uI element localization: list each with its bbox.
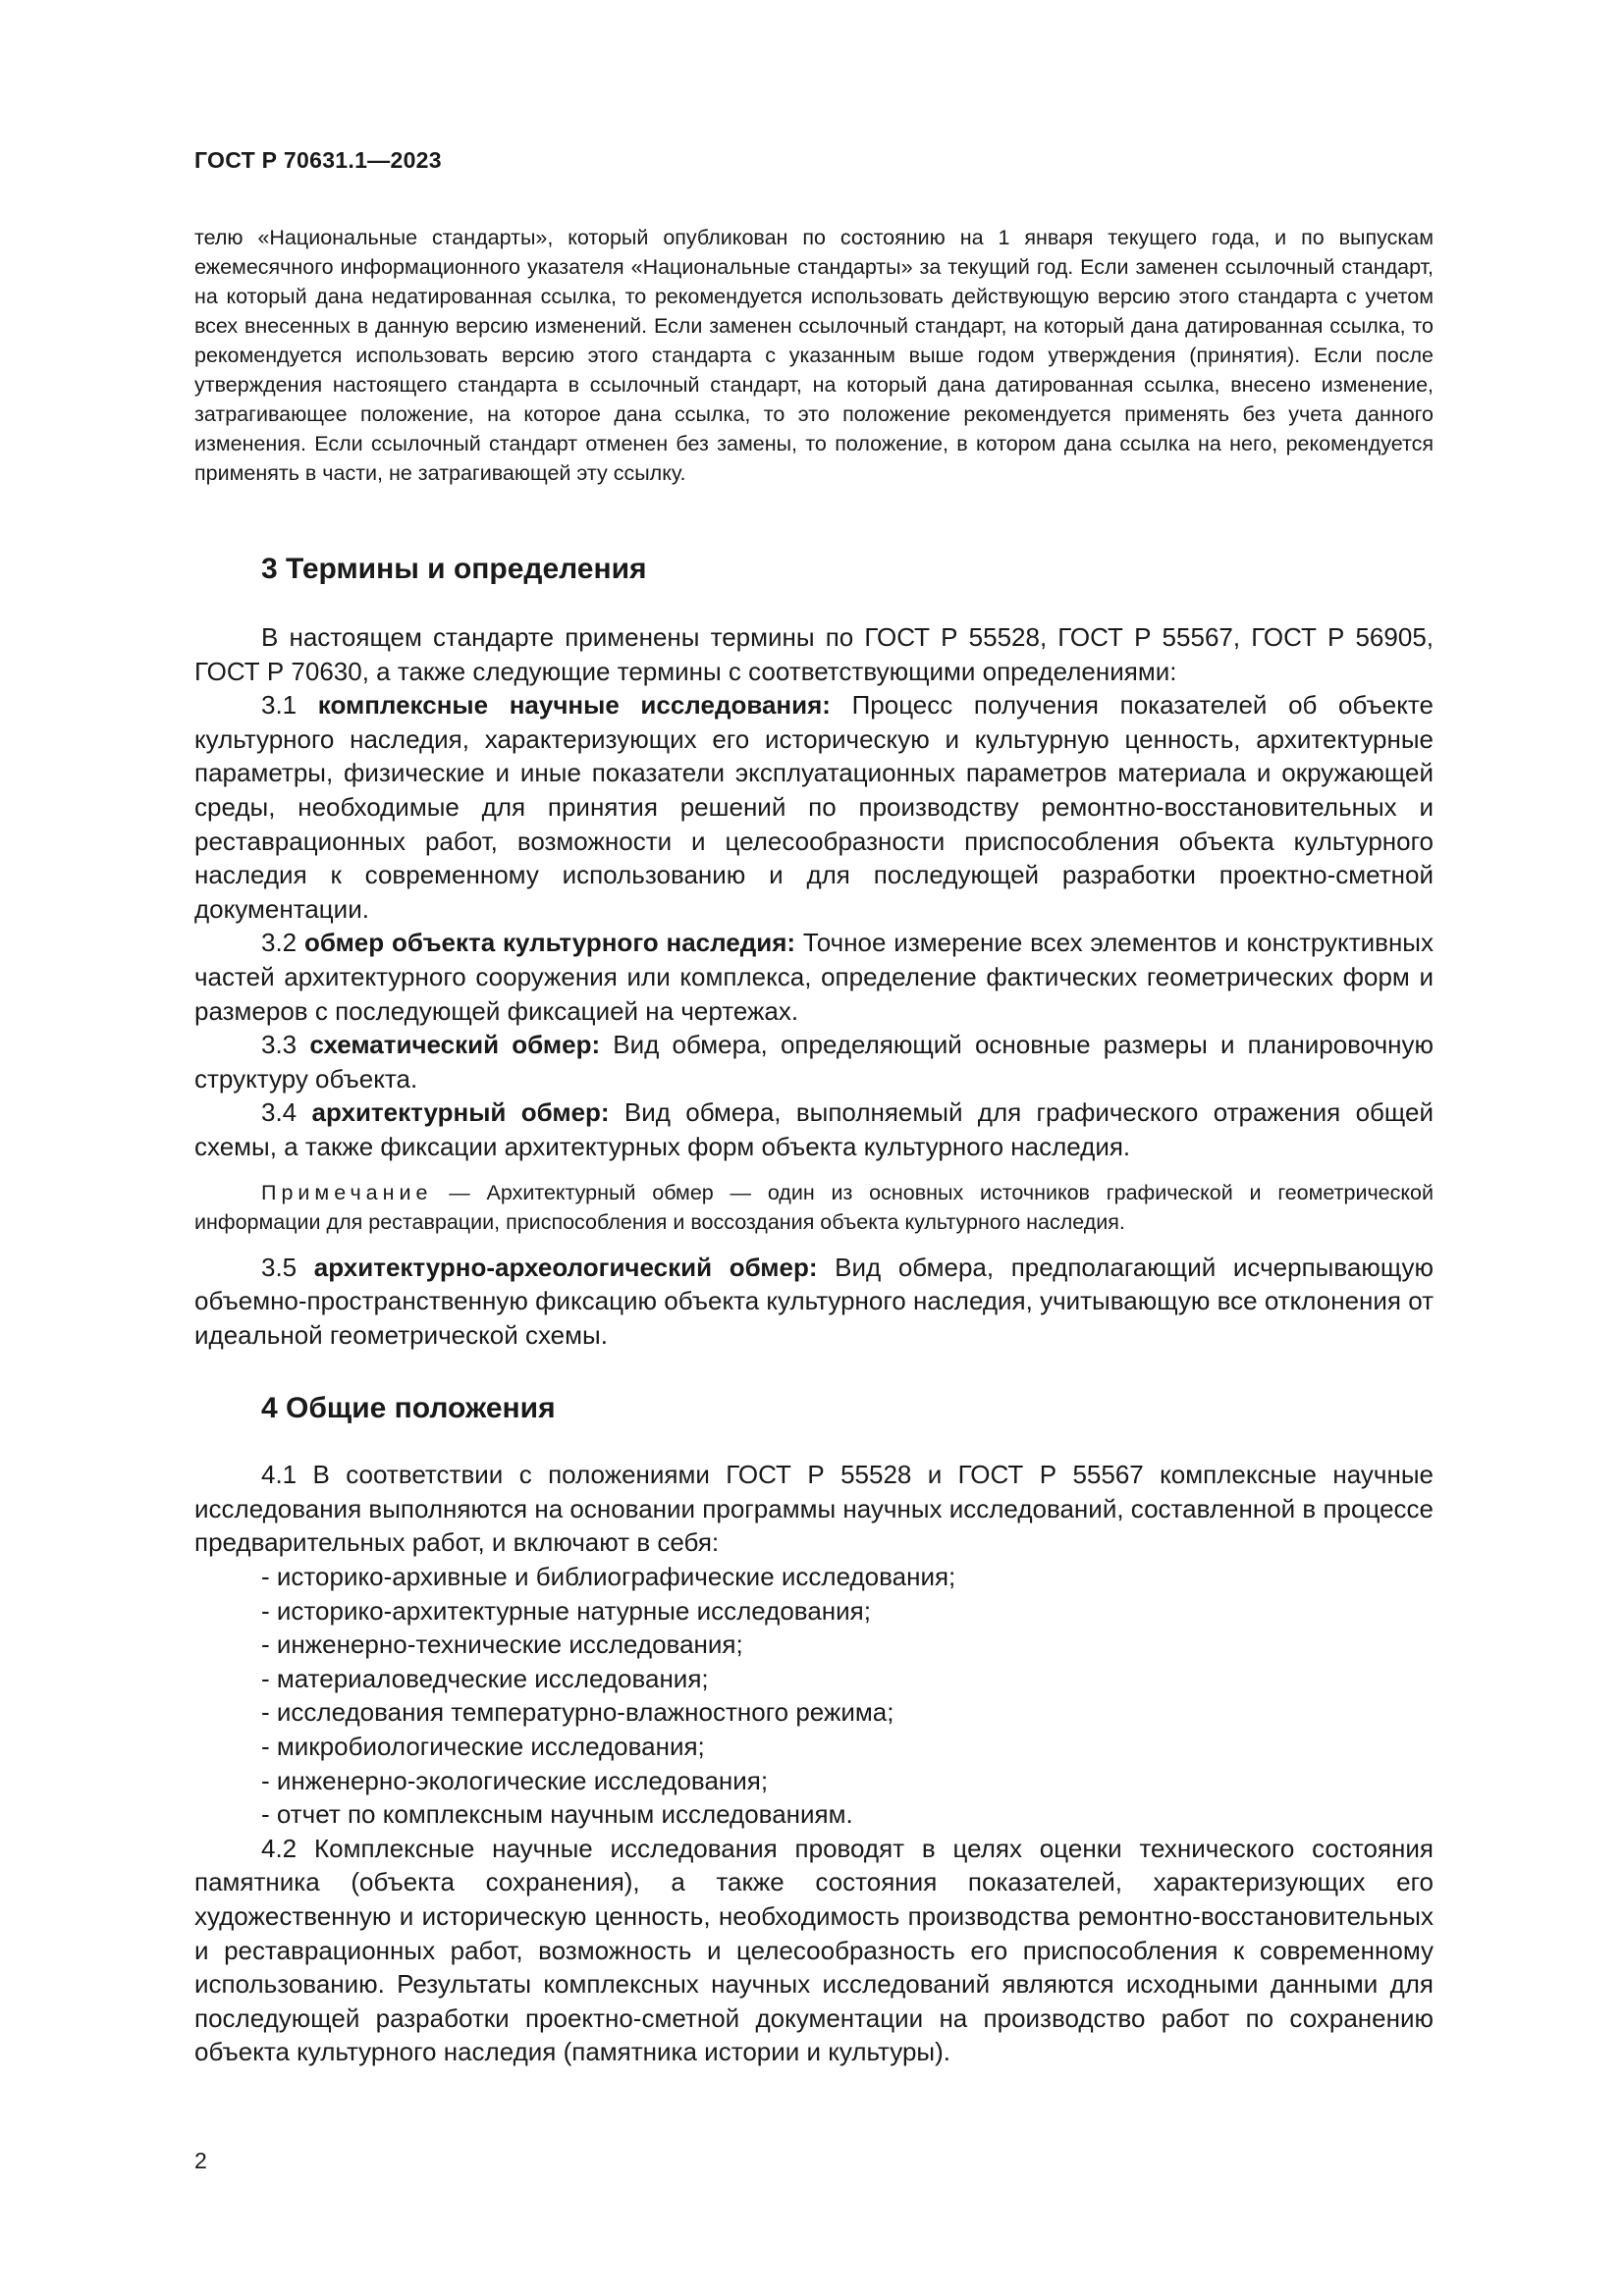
term-name: комплексные научные исследования: — [317, 690, 831, 721]
term-3-4 — [194, 1095, 1434, 1163]
continuation-paragraph: телю «Национальные стандарты», который опубликован по состоянию на 1 января текущего года, и по выпускам ежемесячного информационного указателя «Национальные стандарты» за текущий год. Если заменен ссылочный стандарт, на который дана недатированная ссылка, то рекомендуется использовать действующую версию этого стандарта с учетом всех внесенных в данную версию изменений. Если заменен ссылочный стандарт, на который дана датированная ссылка, то рекомендуется использовать версию этого стандарта с указанным выше годом утверждения (принятия). Если после утверждения настоящего стандарта в ссылочный стандарт, на который дана датированная ссылка, внесено изменение, затрагивающее положение, на которое дана ссылка, то это положение рекомендуется применять без учета данного изменения. Если ссылочный стандарт отменен без замены, то положение, в котором дана ссылка на него, рекомендуется применять в части, не затрагивающей эту ссылку. — [194, 226, 1434, 485]
term-definition: Вид обмера, определяющий основные размеры и планировочную структуру объекта. — [194, 1030, 1434, 1094]
section-4-title: 4 Общие положения — [261, 1392, 556, 1425]
term-number: 3.4 — [261, 1097, 312, 1128]
term-3-3 — [194, 1028, 1434, 1095]
list-item: - материаловедческие исследования; — [261, 1663, 709, 1693]
section-3-title: 3 Термины и определения — [261, 553, 647, 585]
page-number: 2 — [194, 2148, 207, 2173]
term-definition: Вид обмера, предполагающий исчерпывающую объемно-пространственную фиксацию объекта культурного наследия, учитывающую все отклонения от идеальной геометрической схемы. — [194, 1252, 1435, 1350]
term-definition: Точное измерение всех элементов и конструктивных частей архитектурного сооружения или комплекса, определение фактических геометрических форм и размеров с последующей фиксацией на чертежах. — [194, 928, 1434, 1026]
main-content — [194, 550, 1434, 2069]
list-item: - инженерно-экологические исследования; — [261, 1765, 769, 1795]
list-item: - микробиологические исследования; — [261, 1732, 705, 1762]
list-item: - историко-архитектурные натурные исследования; — [261, 1595, 871, 1626]
term-number: 3.3 — [261, 1030, 310, 1060]
term-3-2 — [194, 926, 1434, 1028]
research-list — [194, 1560, 1434, 1832]
term-definition: Процесс получения показателей об объекте культурного наследия, характеризующих его историческую и культурную ценность, архитектурные параметры, физические и иные показатели эксплуатационных параметров материала и окружающей среды, необходимые для принятия решений по производству ремонтно-восстановительных и реставрационных работ, возможности и целесообразности приспособления объекта культурного наследия к современному использованию и для последующей разработки проектно-сметной документации. — [194, 690, 1434, 924]
term-name: архитектурно-археологический обмер: — [313, 1252, 818, 1282]
term-number: 3.5 — [261, 1252, 314, 1282]
note-text: — Архитектурный обмер — один из основных источников графической и геометрической информации для реставрации, приспособления и воссоздания объекта культурного наследия. — [194, 1180, 1434, 1234]
note-label: Примечание — [261, 1180, 433, 1204]
term-definition: Вид обмера, выполняемый для графического отражения общей схемы, а также фиксации архитектурных форм объекта культурного наследия. — [194, 1097, 1434, 1161]
term-name: архитектурный обмер: — [311, 1097, 610, 1128]
term-number: 3.1 — [261, 690, 318, 721]
term-name: обмер объекта культурного наследия: — [303, 928, 796, 958]
term-3-1 — [194, 688, 1434, 926]
list-item: - историко-архивные и библиографические исследования; — [261, 1562, 956, 1592]
section-3-intro: В настоящем стандарте применены термины по ГОСТ Р 55528, ГОСТ Р 55567, ГОСТ Р 56905, ГОСТ Р 70630, а также следующие термины с соответствующими определениями: — [194, 622, 1434, 686]
document-id-header: ГОСТ Р 70631.1—2023 — [194, 147, 442, 173]
section-4-2: 4.2 Комплексные научные исследования проводят в целях оценки технического состояния памятника (объекта сохранения), а также состояния показателей, характеризующих его художественную и историческую ценность, необходимость производства ремонтно-восстановительных и реставрационных работ, возможность и целесообразность его приспособления к современному использованию. Результаты комплексных научных исследований являются исходными данными для последующей разработки проектно-сметной документации на производство работ по сохранению объекта культурного наследия (памятника истории и культуры). — [194, 1833, 1434, 2067]
term-number: 3.2 — [261, 928, 304, 958]
term-name: схематический обмер: — [309, 1030, 601, 1060]
section-4-1: 4.1 В соответствии с положениями ГОСТ Р 55528 и ГОСТ Р 55567 комплексные научные исследования выполняются на основании программы научных исследований, составленной в процессе предварительных работ, и включают в себя: — [194, 1460, 1434, 1558]
term-3-5 — [194, 1251, 1434, 1353]
list-item: - инженерно-технические исследования; — [261, 1629, 743, 1660]
list-item: - исследования температурно-влажностного режима; — [261, 1697, 894, 1728]
note — [194, 1178, 1434, 1237]
list-item: - отчет по комплексным научным исследованиям. — [261, 1799, 853, 1830]
